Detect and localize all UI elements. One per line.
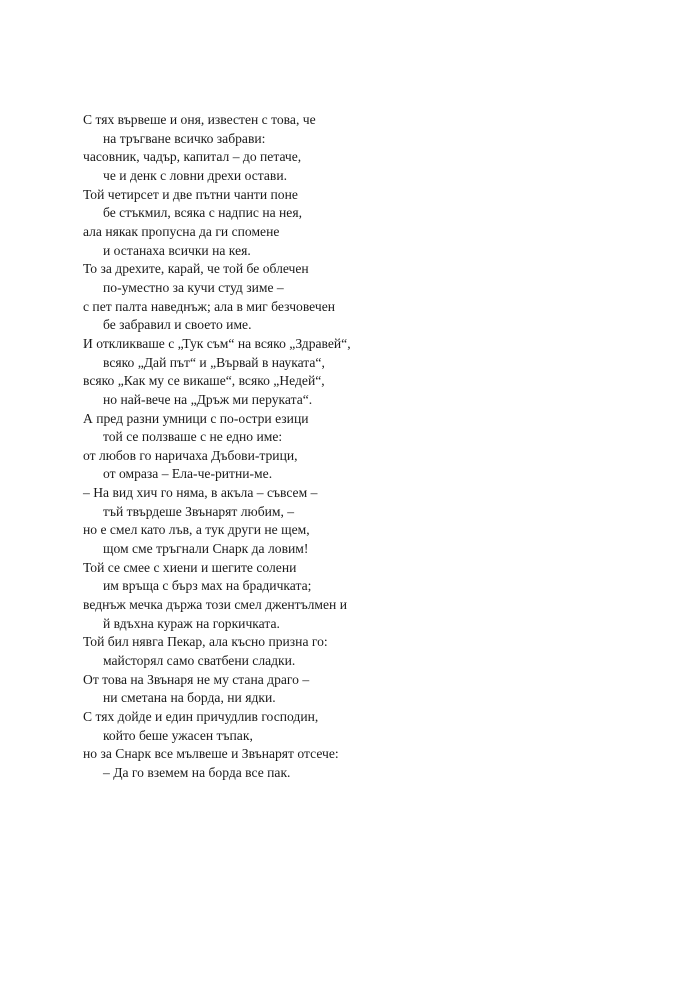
poem-line: по-уместно за кучи студ зиме – [103, 279, 284, 295]
poem-line: То за дрехите, карай, че той бе облечен [83, 261, 309, 277]
poem-line: на тръгване всичко забрави: [103, 130, 266, 146]
poem-text [83, 111, 683, 783]
poem-line: той се ползваше с не едно име: [103, 429, 283, 445]
poem-line: но най-вече на „Дръж ми перуката“. [103, 391, 313, 407]
poem-line: бе стъкмил, всяка с надпис на нея, [103, 205, 302, 221]
poem-line: и останаха всички на кея. [103, 242, 251, 258]
poem-line: майсторял само сватбени сладки. [103, 653, 296, 669]
poem-line: От това на Звънаря не му стана драго – [83, 671, 310, 687]
poem-line: с пет палта наведнъж; ала в миг безчовечен [83, 298, 336, 314]
poem-line: че и денк с ловни дрехи остави. [103, 167, 287, 183]
poem-line: – На вид хич го няма, в акъла – съвсем – [83, 485, 318, 501]
poem-line: им връща с бърз мах на брадичката; [103, 578, 312, 594]
poem-line: – Да го вземем на борда все пак. [103, 764, 291, 780]
poem-line: ала някак пропусна да ги спомене [83, 223, 280, 239]
poem-line: С тях вървеше и оня, известен с това, че [83, 112, 316, 127]
poem-line: С тях дойде и един причудлив господин, [83, 709, 319, 724]
poem-line: всяко „Дай път“ и „Вървай в науката“, [103, 354, 325, 370]
poem-line: тъй твърдеше Звънарят любим, – [103, 503, 295, 519]
poem-line: часовник, чадър, капитал – до петаче, [83, 149, 302, 165]
poem-line: бе забравил и своето име. [103, 317, 252, 333]
poem-line: Той четирсет и две пътни чанти поне [83, 186, 298, 202]
poem-line: но за Снарк все мълвеше и Звънарят отсече: [83, 746, 339, 762]
poem-line: ни сметана на борда, ни ядки. [103, 690, 276, 706]
poem-line: който беше ужасен тъпак, [103, 727, 253, 743]
poem-line: всяко „Как му се викаше“, всяко „Недей“, [83, 373, 325, 389]
poem-line: веднъж мечка държа този смел джентълмен и [83, 597, 347, 613]
poem-line: И откликваше с „Тук съм“ на всяко „Здравей“, [83, 335, 351, 351]
poem-line: щом сме тръгнали Снарк да ловим! [103, 541, 309, 557]
poem-line: от любов го наричаха Дъбови-трици, [83, 447, 298, 463]
poem-line: й вдъхна кураж на горкичката. [103, 615, 280, 631]
poem-line: А пред разни умници с по-остри езици [83, 410, 309, 426]
poem-line: от омраза – Ела-че-ритни-ме. [103, 466, 273, 482]
poem-line: но е смел като лъв, а тук други не щем, [83, 522, 310, 538]
poem-line: Той бил нявга Пекар, ала късно призна го: [83, 634, 328, 650]
poem-line: Той се смее с хиени и шегите солени [83, 559, 297, 575]
